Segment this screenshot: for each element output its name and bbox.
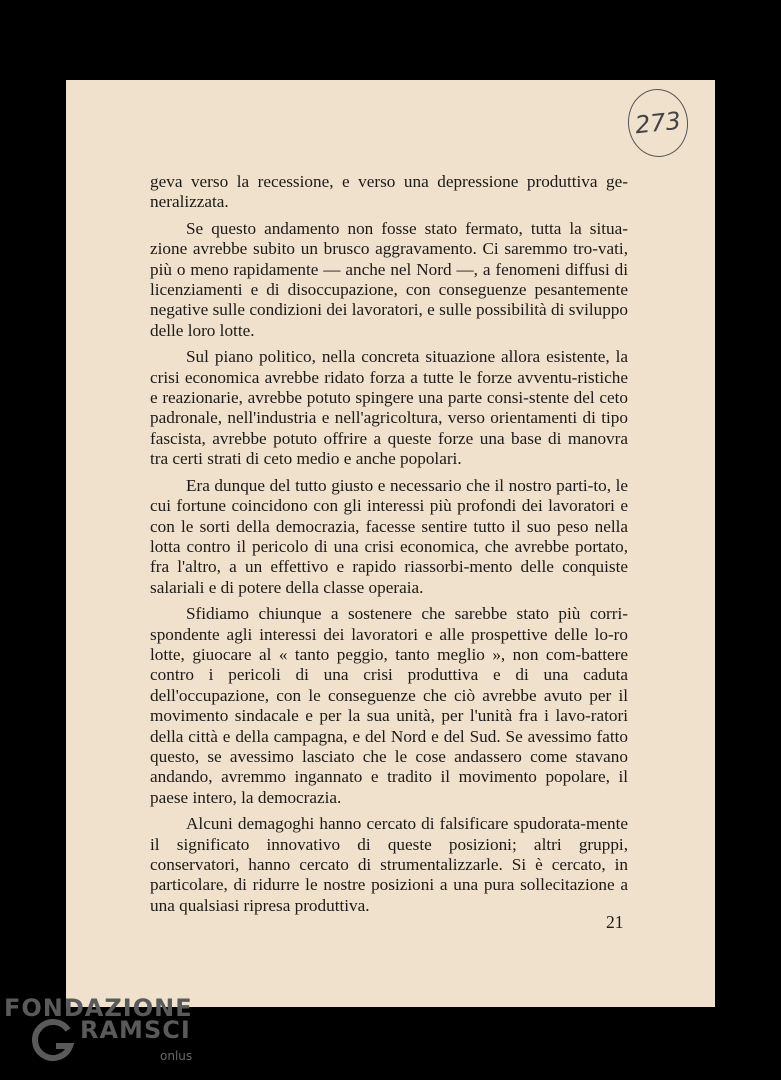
logo-line-2: RAMSCI — [80, 1016, 191, 1044]
logo-suffix: onlus — [160, 1049, 193, 1063]
logo-line-1: FONDAZIONE — [4, 994, 193, 1022]
paragraph: Alcuni demagoghi hanno cercato di falsificare spudorata-mente il significato innovativo di queste posizioni; altri gruppi, conservatori, hanno cercato di strumentalizzarle. Si è cercato, in particolare, di ridurre le nostre posizioni a una pura sollecitazione a una qualsiasi ripresa produttiva. — [150, 814, 628, 915]
paragraph: Era dunque del tutto giusto e necessario che il nostro parti-to, le cui fortune coincidono con gli interessi più profondi dei lavoratori e con le sorti della democrazia, facesse sentire tutto il suo peso nella lotta contro il pericolo di una crisi economica, che avrebbe portato, fra l'altro, a un effettivo e rapido riassorbi-mento delle conquiste salariali e di potere della classe operaia. — [150, 475, 628, 597]
paragraph: Sul piano politico, nella concreta situazione allora esistente, la crisi economica avrebbe ridato forza a tutte le forze avventu-ristiche e reazionarie, avrebbe potuto spingere una parte consi-stente del ceto padronale, nell'industria e nell'agricoltura, verso orientamenti di tipo fascista, avrebbe potuto offrire a queste forze una base di manovra tra certi strati di ceto medio e anche popolari. — [150, 347, 628, 469]
body-text — [150, 172, 628, 922]
archive-number-stamp: 273 — [625, 86, 692, 160]
paragraph: Sfidiamo chiunque a sostenere che sarebbe stato più corri-spondente agli interessi dei lavoratori e alle prospettive delle lo-ro lotte, giuocare al « tanto peggio, tanto meglio », non com-battere contro i pericoli di una crisi produttiva e di una caduta dell'occupazione, con le conseguenze che ciò avrebbe avuto per il movimento sindacale e per la sua unità, per l'unità fra i lavo-ratori della città e della campagna, e del Nord e del Sud. Se avessimo fatto questo, se avessimo lasciato che le cose andassero come stavano andando, avremmo ingannato e tradito il movimento popolare, il paese intero, la democrazia. — [150, 604, 628, 807]
g-letter-logo-icon — [30, 1018, 76, 1064]
page-number: 21 — [606, 912, 624, 932]
paragraph: geva verso la recessione, e verso una depressione produttiva ge-neralizzata. — [150, 172, 628, 212]
foundation-watermark-logo — [4, 994, 204, 1074]
paragraph: Se questo andamento non fosse stato fermato, tutta la situa-zione avrebbe subito un brusco aggravamento. Ci saremmo tro-vati, più o meno rapidamente — anche nel Nord —, a fenomeni diffusi di licenziamenti e di disoccupazione, con conseguenze pesantemente negative sulle condizioni dei lavoratori, e sulle possibilità di sviluppo delle loro lotte. — [150, 218, 628, 340]
